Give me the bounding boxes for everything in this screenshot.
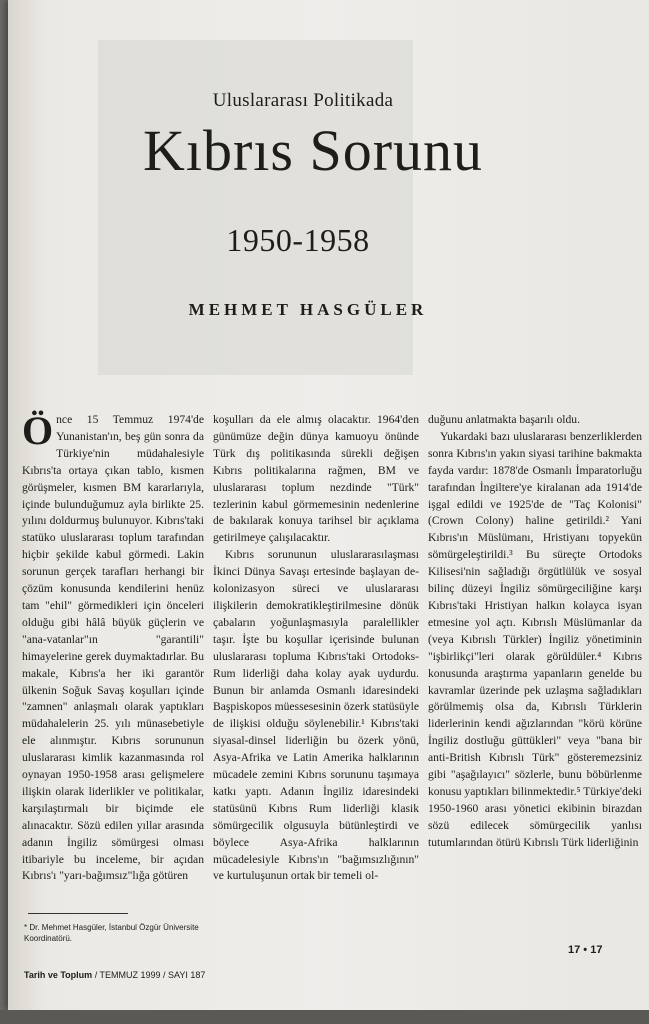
footnote-divider <box>28 913 128 914</box>
body-text: nce 15 Temmuz 1974'de Yunanistan'ın, beş gün sonra da Türkiye'nin müdahalesiyle Kıbrıs'ta ortaya çıkan tablo, kısmen görüşmeler, kısmen BM kararlarıyla, içinde bulunduğumuz ayla birlikte 25. yılını doldurmuş bulunuyor. Kıbrıs'taki statüko uluslararası toplum tarafından hiçbir şekilde kabul görmedi. Lakin sorunun gerçek tarafları herhangi bir çözüm konusunda kendilerini henüz tam "ehil" görmedikleri için önceleri olduğu gibi hâlâ büyük güçlerin ve "ana-vatanlar"ın "garantili" himayelerine gerek duymaktadırlar. Bu makale, Kıbrıs'a her iki garantör ülkenin Soğuk Savaş koşulları içinde "zamnen" anlaşmalı olarak yaptıkları müdahalelerin 25. yılı münasebetiyle ele alınmıştır. Kıbrıs sorununun uluslararası kimlik kazanmasında rol oynayan 1950-1958 arası gelişmelere ilişkin olarak liderlikler ve politikalar, karşılaştırmalı bir biçimde ele alınacaktır. Sözü edilen yıllar arasında adanın İngiliz sömürgesi olması itibariyle bu inceleme, bir açıdan Kıbrıs'ı "yarı-bağımsız"lığa götüren <box>22 413 204 883</box>
journal-name: Tarih ve Toplum <box>24 970 93 980</box>
paragraph: koşulları da ele almış olacaktır. 1964'den günümüze değin dünya kamuoyu önünde Türk dış politikasında sürekli değişen Kıbrıs politikalarına rağmen, BM ve uluslararası toplum nezdinde "Türk" tezlerinin kabul görmemesinin nedenlerine de bakılarak konuya tarihsel bir açıklama getirilmeye çalışılacaktır. <box>213 413 419 545</box>
article-years: 1950-1958 <box>226 222 370 258</box>
page-number: 17 • 17 <box>568 944 603 956</box>
article-author: MEHMET HASGÜLER <box>188 300 428 319</box>
paragraph: Kıbrıs sorununun uluslararasılaşması İkinci Dünya Savaşı ertesinde başlayan de-kolonizasyon süreci ve uluslararası ilişkilerin demokratikleştirilmesine dönük çabaların yoğunlaşmasıyla paralellikler taşır. İşte bu koşullar içerisinde bulunan uluslararası topluma Kıbrıs'taki Ortodoks-Rum liderliği daha kolay ayak uydurdu. Bunun bir anlamda Osmanlı idaresindeki Başpiskopos müessesesinin özerk statüsüyle de ilişkisi olduğu söylenebilir.¹ Kıbrıs'taki siyasal-dinsel liderliğin bu özerk yönü, Asya-Afrika ve Latin Amerika halklarının mücadele zemini Kıbrıs sorununu taşımaya katkı yaptı. Adanın İngiliz idaresindeki statüsünü Kıbrıs Rum liderliği klasik sömürgecilik olgusuyla bütünleştirdi ve böylece Asya-Afrika halklarının mücadelesiyle Kıbrıs'ın "bağımsızlığının" ve kurtuluşunun ortak bir temeli ol- <box>213 548 419 883</box>
article-kicker: Uluslararası Politikada <box>212 90 394 111</box>
magazine-page <box>8 0 649 1010</box>
paragraph <box>22 408 204 885</box>
drop-cap: Ö <box>22 408 54 453</box>
paragraph: duğunu anlatmakta başarılı oldu. <box>428 413 580 426</box>
column-1 <box>22 408 204 885</box>
journal-issue: / TEMMUZ 1999 / SAYI 187 <box>94 970 206 980</box>
paragraph: Yukardaki bazı uluslararası benzerliklerden sonra Kıbrıs'ın yakın siyasi tarihine bakmakta fayda vardır: 1878'de Osmanlı İmparatorluğu tarafından İngiltere'ye kiralanan ada 1914'de işgal edildi ve 1925'de de "Taç Kolonisi" (Crown Colony) haline getirildi.² Yani Kıbrıs'ın Müslümanı, Hristiyanı topyekün sömürgeleştirildi.³ Bu süreçte Ortodoks Kilisesi'nin sağladığı örgütlülük ve sosyal bilinç düzeyi İngiliz sömürgeciliğine karşı Kıbrıs'taki Hristiyan halkın kolayca isyan etmesine yol açtı. Kıbrıslı Müslümanlar da (veya Kıbrıslı Türkler) İngiliz yönetiminin "işbirlikçi"leri olarak görüldüler.⁴ Kıbrıs konusunda araştırma yapanların genelde bu kavramlar üzerinde pek uzlaşma sağladıkları görülmemiş olsa da, Kıbrıslı Türklerin liderlerinin kendi ağızlarından "körü körüne İngiliz dostluğu güttükleri" veya "bana bir anti-British Kıbrıslı Türk" gösteremezsiniz gibi "aşağılayıcı" sözlerle, bunu böbürlenme konusu yaptıkları bilinmektedir.⁵ Türkiye'deki 1950-1960 arası yönetici ekibinin birazdan sözü edilecek sömürgecilik yanlısı tutumlarından ötürü Kıbrıslı Türk liderliğinin <box>428 429 642 849</box>
journal-footer <box>24 970 324 980</box>
footnote: * Dr. Mehmet Hasgüler, İstanbul Özgür Üniversite Koordinatörü. <box>24 923 199 943</box>
table-surface <box>0 1010 649 1024</box>
column-3 <box>428 412 642 852</box>
article-title: Kıbrıs Sorunu <box>142 118 484 183</box>
column-2 <box>213 412 419 885</box>
